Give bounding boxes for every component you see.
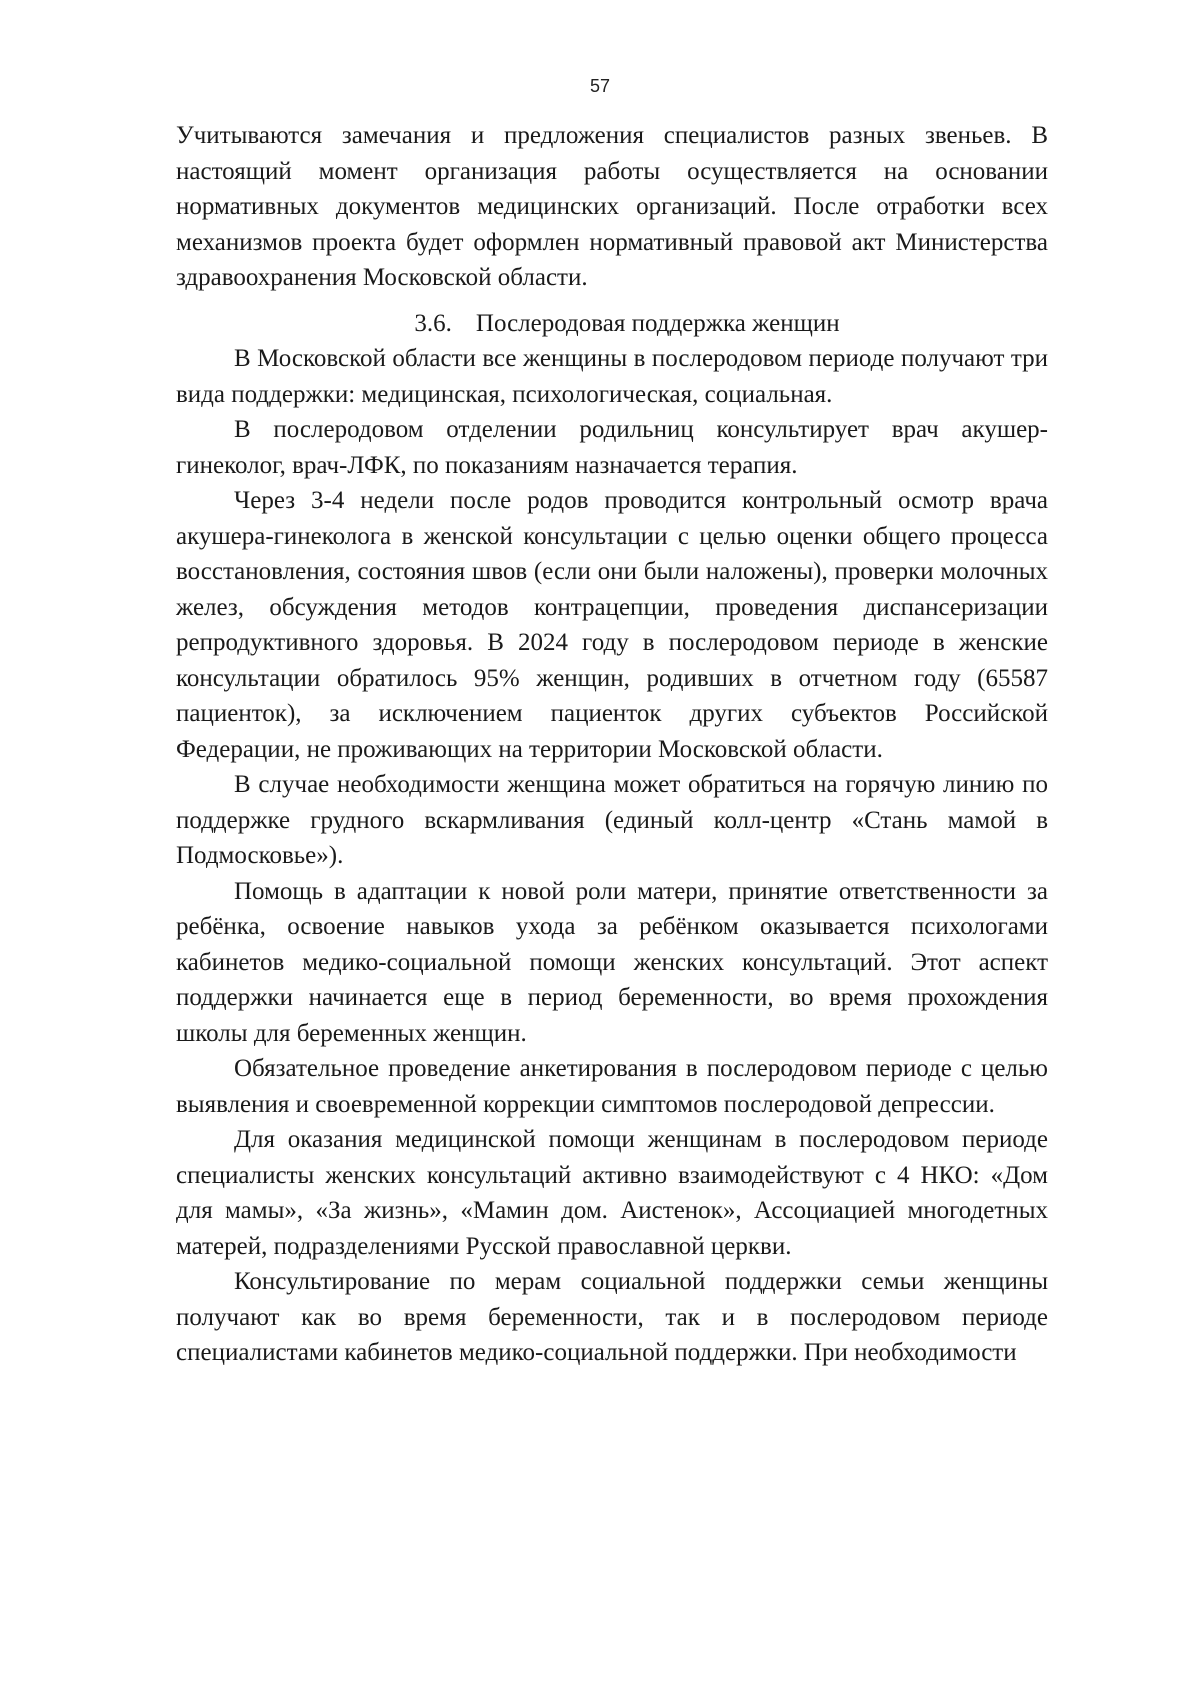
paragraph: В послеродовом отделении родильниц консультирует врач акушер-гинеколог, врач-ЛФК, по показаниям назначается терапия. [176, 416, 1048, 479]
paragraph: Помощь в адаптации к новой роли матери, принятие ответственности за ребёнка, освоение навыков ухода за ребёнком оказывается психологами кабинетов медико-социальной помощи женских консультаций. Этот аспект поддержки начинается еще в период беременности, во время прохождения школы для беременных женщин. [176, 877, 1048, 1047]
section-number: 3.6. [414, 309, 452, 337]
paragraph: Консультирование по мерам социальной поддержки семьи женщины получают как во время беременности, так и в послеродовом периоде специалистами кабинетов медико-социальной поддержки. При необходимости [176, 1268, 1048, 1366]
paragraph-intro: Учитываются замечания и предложения специалистов разных звеньев. В настоящий момент организация работы осуществляется на основании нормативных документов медицинских организаций. После отработки всех механизмов проекта будет оформлен нормативный правовой акт Министерства здравоохранения Московской области. [176, 122, 1048, 291]
text-body [176, 118, 1048, 1371]
page-number: 57 [589, 76, 611, 96]
paragraph: Через 3-4 недели после родов проводится контрольный осмотр врача акушера-гинеколога в женской консультации с целью оценки общего процесса восстановления, состояния швов (если они были наложены), проверки молочных желез, обсуждения методов контрацепции, проведения диспансеризации репродуктивного здоровья. В 2024 году в послеродовом периоде в женские консультации обратилось 95% женщин, родивших в отчетном году (65587 пациенток), за исключением пациенток других субъектов Российской Федерации, не проживающих на территории Московской области. [176, 487, 1048, 763]
section-heading [176, 306, 1048, 342]
paragraph: Для оказания медицинской помощи женщинам в послеродовом периоде специалисты женских консультаций активно взаимодействуют с 4 НКО: «Дом для мамы», «За жизнь», «Мамин дом. Аистенок», Ассоциацией многодетных матерей, подразделениями Русской православной церкви. [176, 1126, 1048, 1260]
paragraph: Обязательное проведение анкетирования в послеродовом периоде с целью выявления и своевременной коррекции симптомов послеродовой депрессии. [176, 1055, 1048, 1118]
paragraph: В Московской области все женщины в послеродовом периоде получают три вида поддержки: медицинская, психологическая, социальная. [176, 345, 1048, 408]
paragraph: В случае необходимости женщина может обратиться на горячую линию по поддержке грудного вскармливания (единый колл-центр «Стань мамой в Подмосковье»). [176, 771, 1048, 869]
section-title: Послеродовая поддержка женщин [475, 309, 840, 337]
